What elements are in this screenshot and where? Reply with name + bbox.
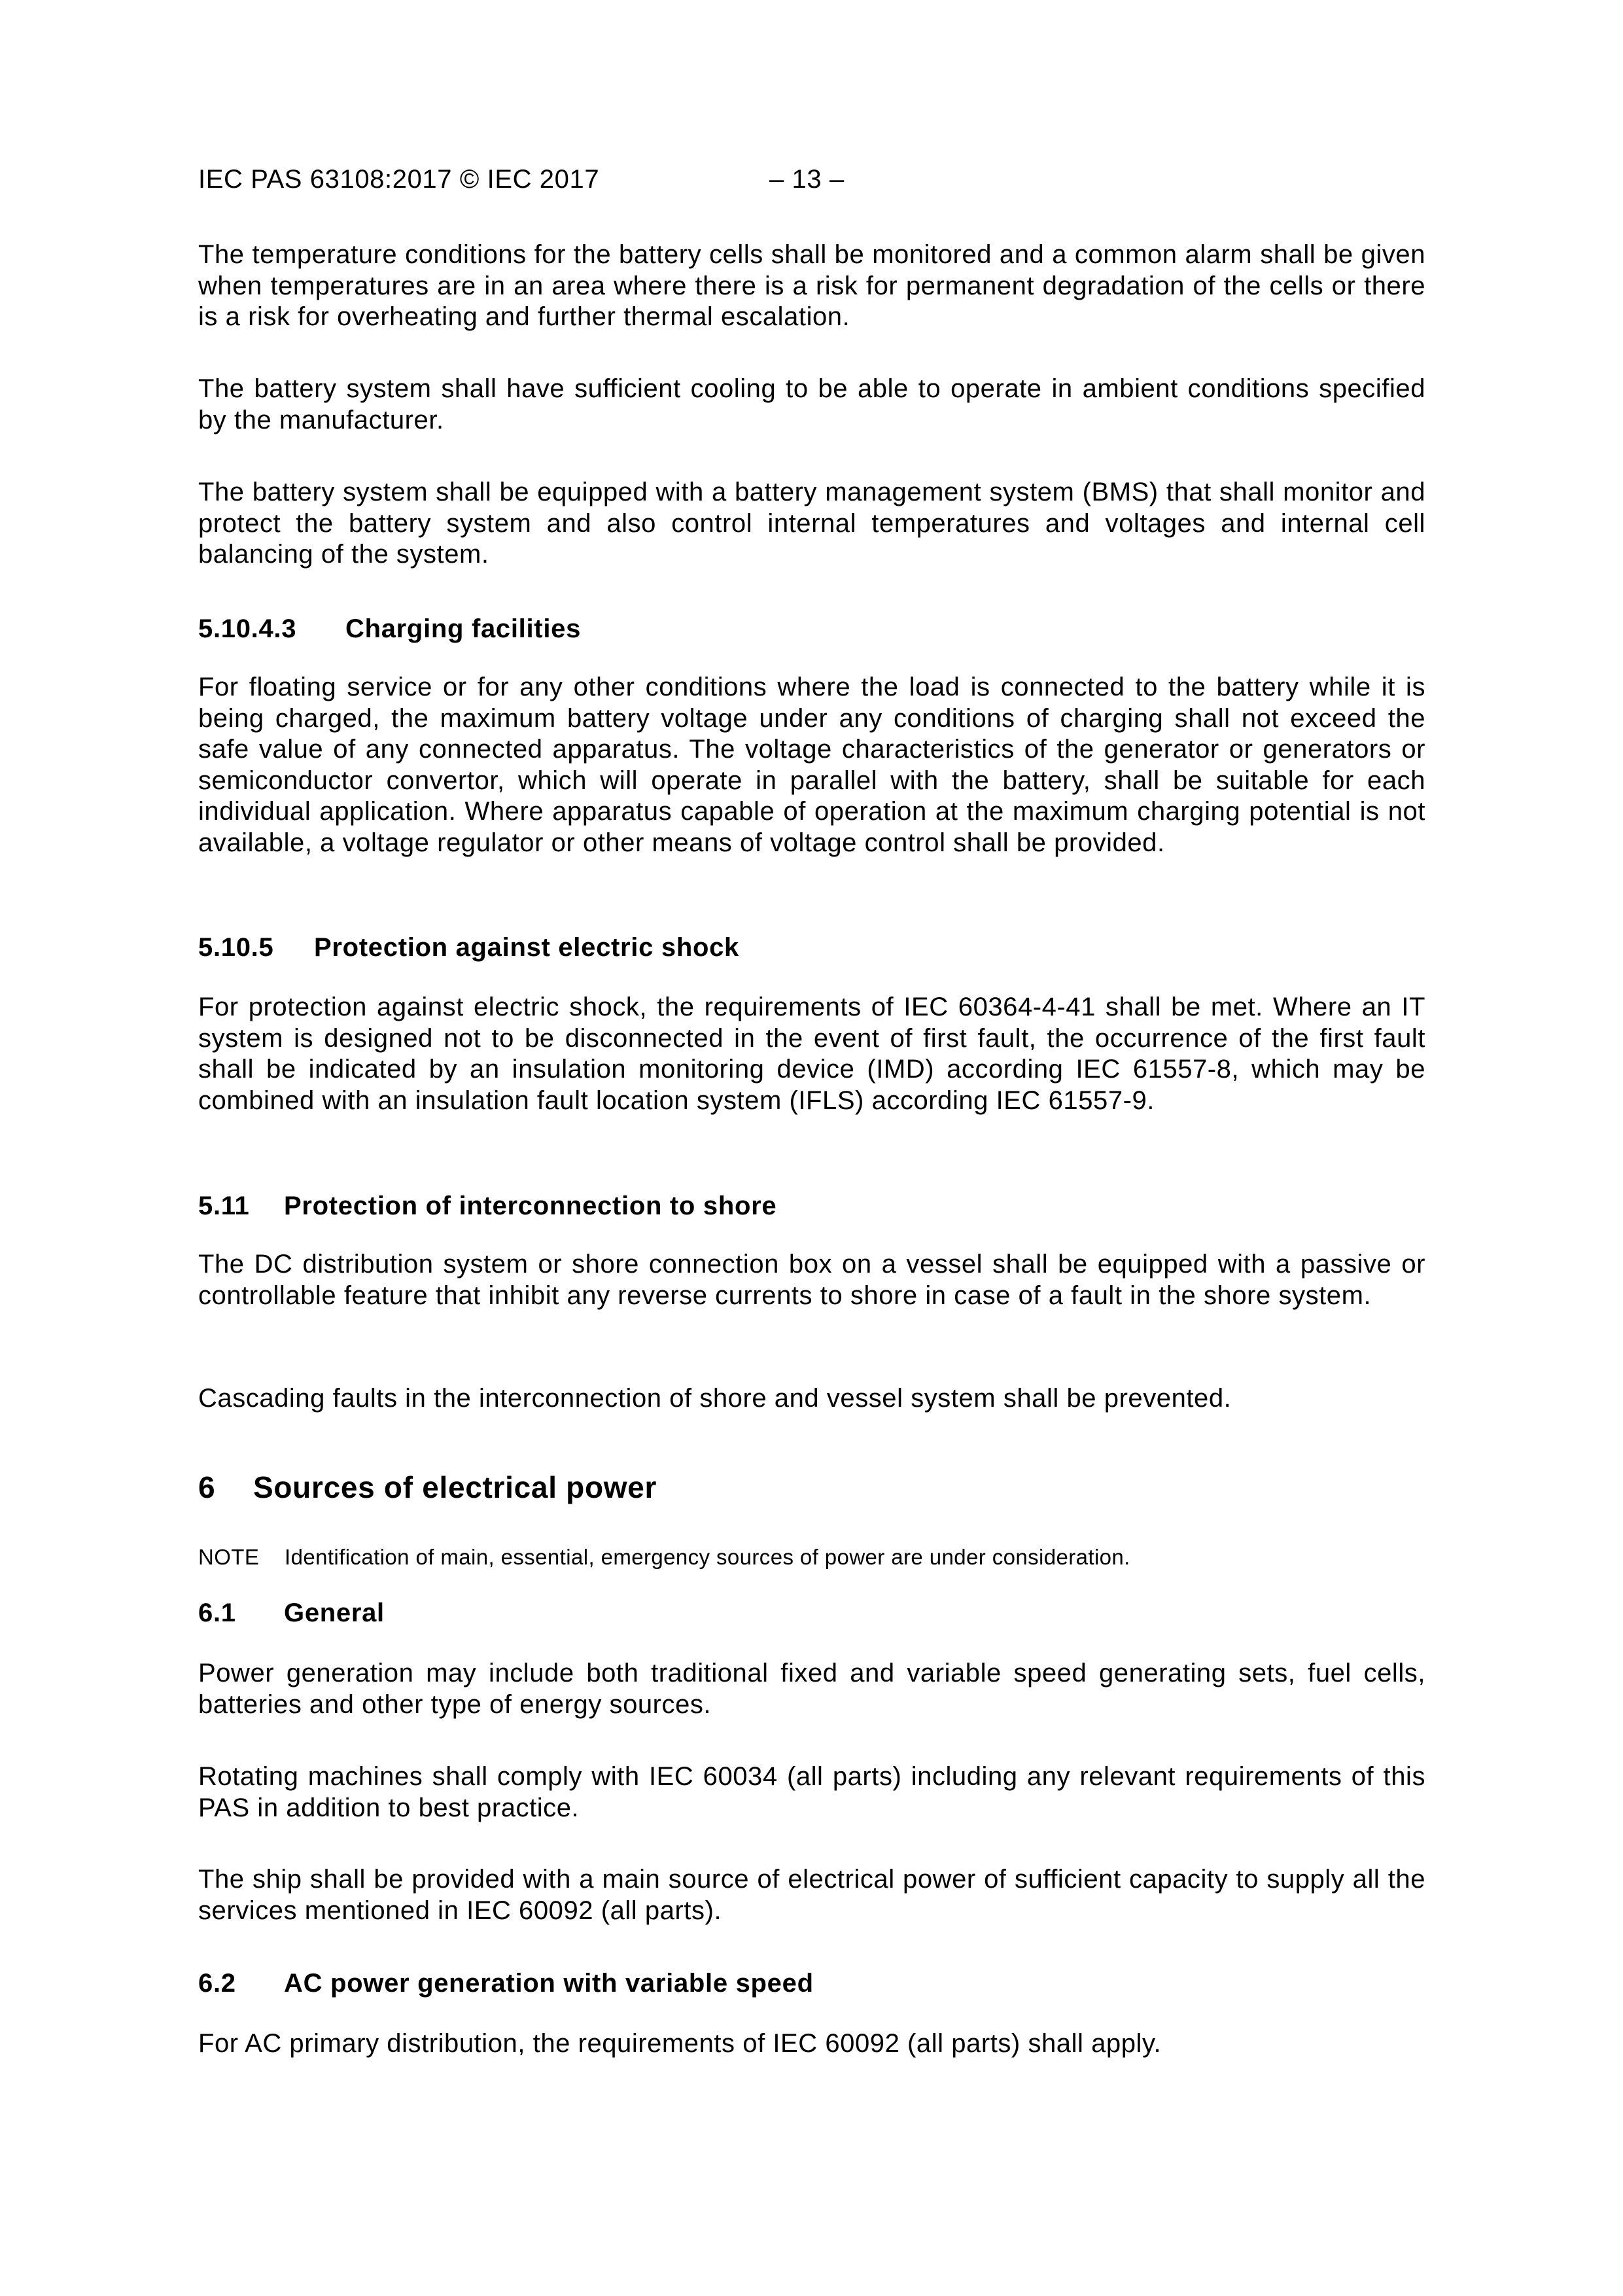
paragraph-power-generation xyxy=(198,1658,1425,1720)
body-text: Cascading faults in the interconnection of shore and vessel system shall be prevented. xyxy=(198,1384,1232,1413)
heading-5-10-4-3 xyxy=(198,613,1425,645)
body-text: The battery system shall have sufficient cooling to be able to operate in ambient conditions specified by the manufacturer. xyxy=(198,374,1425,434)
heading-title: General xyxy=(284,1598,385,1627)
note-label: NOTE xyxy=(198,1545,260,1569)
paragraph-charging-facilities xyxy=(198,672,1425,859)
paragraph-ac-distribution xyxy=(198,2028,1425,2060)
heading-title: Sources of electrical power xyxy=(253,1470,657,1504)
body-text: Rotating machines shall comply with IEC 60034 (all parts) including any relevant requirements of this PAS in addition to best practice. xyxy=(198,1762,1425,1822)
paragraph-main-source xyxy=(198,1864,1425,1926)
body-text: Power generation may include both traditional fixed and variable speed generating sets, fuel cells, batteries and other type of energy sources. xyxy=(198,1659,1425,1719)
body-text: The battery system shall be equipped with a battery management system (BMS) that shall monitor and protect the battery system and also control internal temperatures and voltages and internal cell balancing of the system. xyxy=(198,478,1425,569)
page-number: – 13 – xyxy=(769,165,845,194)
body-text: For protection against electric shock, the requirements of IEC 60364-4-41 shall be met. Where an IT system is designed not to be disconnected in the event of first fault, the occurrence of the first fault shall be indicated by an insulation monitoring device (IMD) according IEC 61557-8, which may be combined with an insulation fault location system (IFLS) according IEC 61557-9. xyxy=(198,993,1425,1115)
heading-title: AC power generation with variable speed xyxy=(284,1969,814,1998)
heading-number: 5.10.5 xyxy=(198,933,274,962)
paragraph-battery-temperature xyxy=(198,239,1425,333)
heading-number: 5.11 xyxy=(198,1192,250,1220)
heading-number: 6.1 xyxy=(198,1598,236,1627)
note xyxy=(198,1544,1425,1570)
heading-6-1 xyxy=(198,1597,1425,1629)
body-text: For AC primary distribution, the requirements of IEC 60092 (all parts) shall apply. xyxy=(198,2029,1162,2058)
body-text: For floating service or for any other conditions where the load is connected to the battery while it is being charged, the maximum battery voltage under any conditions of charging shall not exceed the safe value of any connected apparatus. The voltage characteristics of the generator or generators or semiconductor convertor, which will operate in parallel with the battery, shall be suitable for each individual application. Where apparatus capable of operation at the maximum charging potential is not available, a voltage regulator or other means of voltage control shall be provided. xyxy=(198,673,1425,857)
heading-number: 6 xyxy=(198,1470,216,1504)
heading-5-11 xyxy=(198,1190,1425,1222)
paragraph-bms xyxy=(198,477,1425,571)
note-text: Identification of main, essential, emergency sources of power are under consideration. xyxy=(285,1545,1130,1569)
paragraph-battery-cooling xyxy=(198,374,1425,436)
paragraph-cascading-faults xyxy=(198,1383,1425,1415)
heading-6-2 xyxy=(198,1968,1425,1999)
heading-number: 5.10.4.3 xyxy=(198,614,297,643)
running-header: IEC PAS 63108:2017 © IEC 2017 xyxy=(198,165,600,194)
heading-5-10-5 xyxy=(198,932,1425,963)
heading-6 xyxy=(198,1470,1425,1505)
paragraph-shore-connection xyxy=(198,1249,1425,1311)
heading-title: Protection against electric shock xyxy=(314,933,739,962)
body-text: The DC distribution system or shore connection box on a vessel shall be equipped with a passive or controllable feature that inhibit any reverse currents to shore in case of a fault in the shore system. xyxy=(198,1250,1425,1310)
paragraph-electric-shock xyxy=(198,992,1425,1116)
body-text: The ship shall be provided with a main source of electrical power of sufficient capacity to supply all the services mentioned in IEC 60092 (all parts). xyxy=(198,1865,1425,1925)
heading-title: Charging facilities xyxy=(345,614,582,643)
paragraph-rotating-machines xyxy=(198,1761,1425,1824)
heading-number: 6.2 xyxy=(198,1969,236,1998)
heading-title: Protection of interconnection to shore xyxy=(284,1192,777,1220)
body-text: The temperature conditions for the battery cells shall be monitored and a common alarm shall be given when temperatures are in an area where there is a risk for permanent degradation of the cells or there is a risk for overheating and further thermal escalation. xyxy=(198,240,1425,332)
